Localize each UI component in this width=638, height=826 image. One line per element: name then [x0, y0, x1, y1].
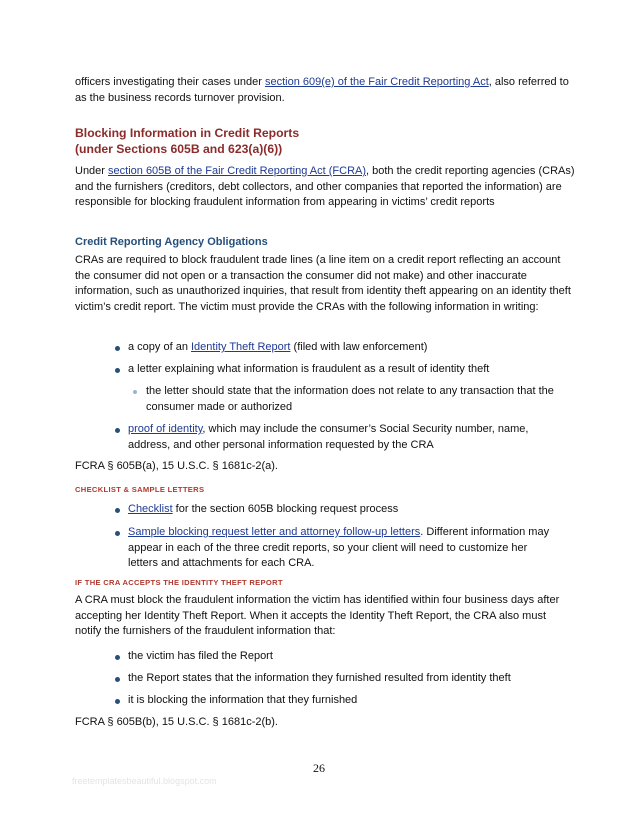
bullet-icon: [115, 655, 120, 660]
page-number: 26: [313, 761, 325, 775]
link-section-609e[interactable]: section 609(e) of the Fair Credit Reporting Act: [264, 76, 489, 88]
list-item-sample-letters: Sample blocking request letter and attorney follow-up letters. Different information may appear in each of the three credit reports, so your client will need to customize her letters and attachments for each CRA.: [128, 526, 550, 569]
list-item-checklist: Checklist for the section 605B blocking request process: [128, 503, 399, 515]
sub-list-item-letter-statement: the letter should state that the information does not relate to any transaction that the consumer made or authorized: [146, 385, 554, 413]
list-item-blocking-information: it is blocking the information that they furnished: [128, 694, 358, 706]
list-item-proof-of-identity: proof of identity, which may include the consumer’s Social Security number, name, address, and other personal information requested by the CRA: [128, 423, 529, 451]
bullet-icon: [115, 699, 120, 704]
heading-cra-obligations: Credit Reporting Agency Obligations: [75, 236, 268, 248]
bullet-icon: [115, 428, 120, 433]
bullet-icon: [115, 531, 120, 536]
paragraph-cra-requirements: CRAs are required to block fraudulent trade lines (a line item on a credit report reflecting an account the consumer did not open or a transaction the consumer did not make) and other inaccurate information, such as unauthorized inquiries, that result from identity theft appearing on an identity theft victim’s credit report. The victim must provide the CRAs with the following information in writing:: [75, 254, 571, 313]
bullet-icon: [115, 368, 120, 373]
link-proof-of-identity[interactable]: proof of identity: [128, 423, 203, 435]
bullet-icon: [115, 346, 120, 351]
list-item-letter-explaining: a letter explaining what information is fraudulent as a result of identity theft: [128, 363, 490, 375]
link-sample-blocking-letters[interactable]: Sample blocking request letter and attorney follow-up letters: [128, 526, 421, 538]
heading-checklist-sample-letters: CHECKLIST & SAMPLE LETTERS: [75, 485, 205, 494]
watermark: freetemplatesbeautiful.blogspot.com: [72, 776, 217, 786]
list-item-victim-filed-report: the victim has filed the Report: [128, 650, 273, 662]
paragraph-cra-must-block: A CRA must block the fraudulent information the victim has identified within four business days after accepting her Identity Theft Report. When it accepts the Identity Theft Report, the CRA also must notify the furnishers of the fraudulent information that:: [75, 594, 560, 637]
paragraph-records-turnover: officers investigating their cases under section 609(e) of the Fair Credit Reporting Act, also referred to as the business records turnover provision.: [75, 76, 569, 104]
list-item-report-states: the Report states that the information they furnished resulted from identity theft: [128, 672, 511, 684]
bullet-icon: [115, 677, 120, 682]
heading-if-cra-accepts: IF THE CRA ACCEPTS THE IDENTITY THEFT REPORT: [75, 578, 283, 587]
link-identity-theft-report[interactable]: Identity Theft Report: [191, 341, 291, 353]
bullet-icon: [115, 508, 120, 513]
heading-blocking-information: Blocking Information in Credit Reports (under Sections 605B and 623(a)(6)): [75, 126, 300, 156]
list-item-identity-theft-report: a copy of an Identity Theft Report (filed with law enforcement): [128, 341, 428, 353]
link-section-605b-fcra[interactable]: section 605B of the Fair Credit Reporting Act (FCRA): [108, 165, 367, 177]
citation-605b-b: FCRA § 605B(b), 15 U.S.C. § 1681c-2(b).: [75, 716, 278, 728]
sub-bullet-icon: [133, 390, 137, 394]
link-checklist[interactable]: Checklist: [128, 503, 173, 515]
paragraph-blocking-intro: Under section 605B of the Fair Credit Reporting Act (FCRA), both the credit reporting agencies (CRAs) and the furnishers (creditors, debt collectors, and other companies that reported the information) are responsible for blocking fraudulent information from appearing in victims’ credit reports: [75, 165, 575, 208]
citation-605b-a: FCRA § 605B(a), 15 U.S.C. § 1681c-2(a).: [75, 460, 278, 472]
